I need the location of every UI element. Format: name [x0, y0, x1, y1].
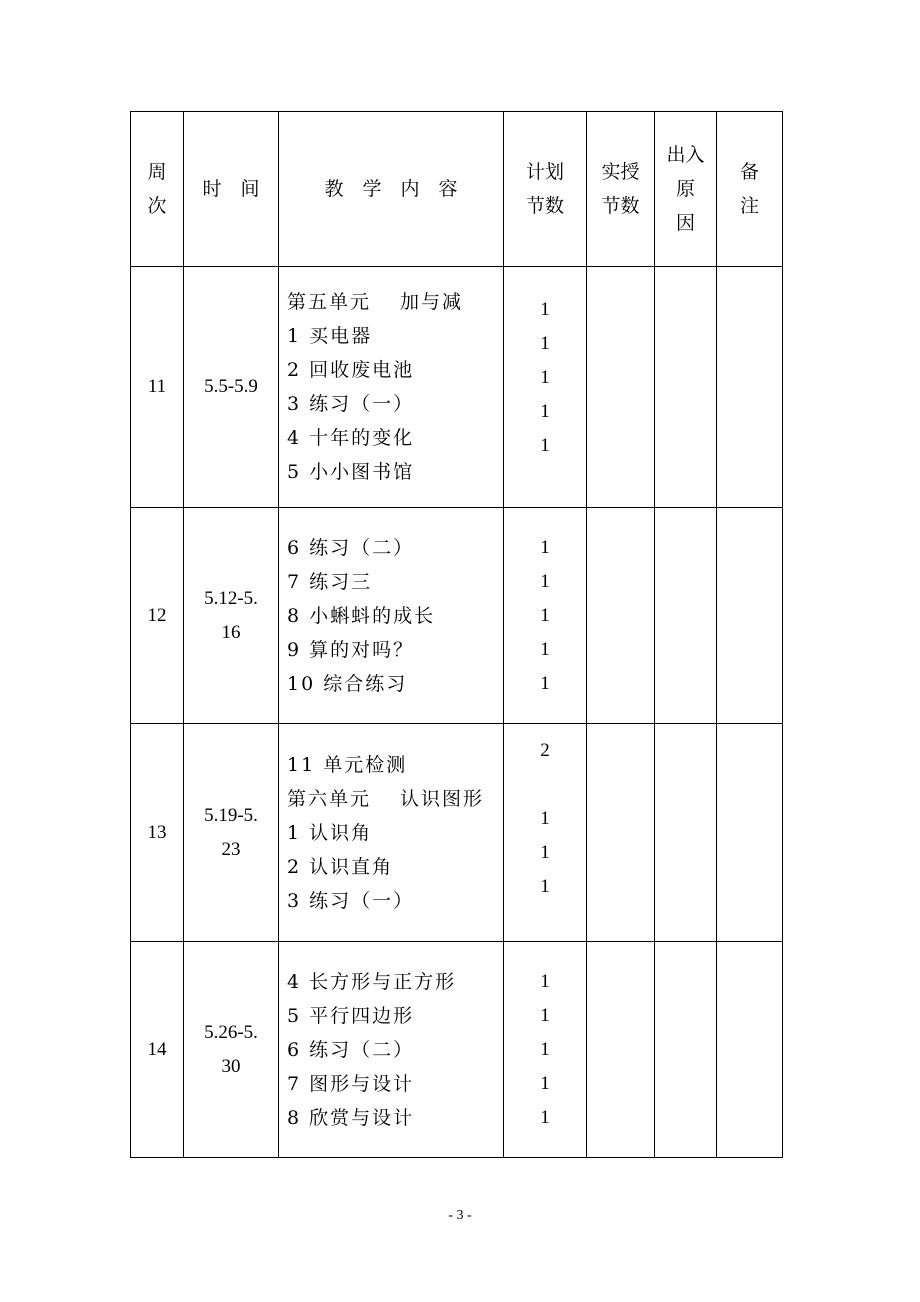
week-cell: 13 [131, 724, 184, 942]
content-line: 4 长方形与正方形 [287, 970, 457, 993]
header-content-label: 教 学 内 容 [324, 178, 458, 200]
content-line: 8 欣赏与设计 [287, 1106, 415, 1129]
reason-cell [655, 508, 717, 724]
content-line: 8 小蝌蚪的成长 [287, 604, 436, 627]
count-line: 1 [540, 672, 550, 694]
header-notes [717, 112, 783, 267]
content-line: 1 认识角 [287, 821, 373, 844]
content-cell [279, 267, 504, 508]
count-line: 1 [540, 570, 550, 592]
header-reason-line: 原 [675, 178, 695, 200]
count-line: 1 [540, 1106, 550, 1128]
content-line: 2 回收废电池 [287, 359, 415, 381]
planned-count-cell [504, 724, 587, 942]
content-line: 5 小小图书馆 [287, 461, 415, 483]
reason-cell [655, 942, 717, 1158]
table-row [131, 942, 783, 1158]
content-line: 3 练习（一） [287, 393, 415, 415]
count-line: 1 [540, 876, 550, 897]
content-line: 第六单元 认识图形 [287, 787, 485, 810]
header-actual-line: 节数 [601, 195, 640, 217]
header-actual [587, 112, 655, 267]
content-cell [279, 508, 504, 724]
content-line: 4 十年的变化 [287, 427, 415, 449]
date-cell [184, 508, 279, 724]
content-cell [279, 942, 504, 1158]
notes-cell [717, 942, 783, 1158]
count-line: 1 [540, 299, 550, 320]
header-time-label: 时 间 [202, 178, 260, 200]
count-line [504, 768, 586, 802]
page-number: - 3 - [448, 1208, 472, 1223]
planned-count-cell [504, 267, 587, 508]
date-cell [184, 267, 279, 508]
planned-count-cell [504, 508, 587, 724]
header-week [131, 112, 184, 267]
planned-count-cell [504, 942, 587, 1158]
count-line: 1 [540, 1072, 550, 1094]
count-line: 1 [540, 1004, 550, 1026]
count-line: 1 [540, 333, 550, 354]
reason-cell [655, 724, 717, 942]
header-week-line: 次 [147, 195, 167, 217]
date-line: 23 [221, 838, 241, 860]
actual-count-cell [587, 508, 655, 724]
content-line: 1 买电器 [287, 325, 373, 347]
date-line: 30 [221, 1055, 241, 1077]
date-line: 5.12-5. [204, 587, 258, 609]
content-line: 11 单元检测 [287, 753, 408, 776]
header-planned-line: 计划 [525, 161, 564, 183]
content-line: 7 练习三 [287, 570, 373, 593]
header-notes-line: 备 [739, 161, 759, 183]
count-line: 1 [540, 367, 550, 388]
actual-count-cell [587, 267, 655, 508]
header-content [279, 112, 504, 267]
header-reason-line: 因 [675, 212, 695, 234]
date-line: 5.5-5.9 [204, 376, 258, 397]
notes-cell [717, 508, 783, 724]
header-notes-line: 注 [739, 195, 759, 217]
notes-cell [717, 724, 783, 942]
count-line: 1 [540, 401, 550, 422]
count-line: 1 [540, 842, 550, 863]
content-line: 2 认识直角 [287, 855, 394, 878]
header-week-line: 周 [147, 161, 167, 183]
date-cell [184, 724, 279, 942]
header-time [184, 112, 279, 267]
week-cell: 14 [131, 942, 184, 1158]
header-reason [655, 112, 717, 267]
content-line: 6 练习（二） [287, 1038, 415, 1061]
content-line: 7 图形与设计 [287, 1072, 415, 1095]
count-line: 1 [540, 435, 550, 456]
header-actual-line: 实授 [601, 161, 640, 183]
table-row [131, 724, 783, 942]
date-cell [184, 942, 279, 1158]
content-line: 3 练习（一） [287, 889, 415, 912]
week-cell: 11 [131, 267, 184, 508]
count-line: 1 [540, 638, 550, 660]
content-line: 第五单元 加与减 [287, 291, 464, 313]
header-reason-line: 出入 [666, 144, 705, 166]
content-cell [279, 724, 504, 942]
table-row [131, 267, 783, 508]
content-line: 6 练习（二） [287, 536, 415, 559]
count-line: 1 [540, 970, 550, 992]
reason-cell [655, 267, 717, 508]
count-line: 1 [540, 604, 550, 626]
table-row [131, 508, 783, 724]
notes-cell [717, 267, 783, 508]
week-cell: 12 [131, 508, 184, 724]
date-line: 5.19-5. [204, 804, 258, 826]
count-line: 1 [540, 1038, 550, 1060]
teaching-schedule-table [130, 111, 783, 1158]
actual-count-cell [587, 942, 655, 1158]
date-line: 5.26-5. [204, 1021, 258, 1043]
actual-count-cell [587, 724, 655, 942]
count-line: 1 [540, 808, 550, 829]
count-line: 2 [540, 740, 550, 761]
header-row [131, 112, 783, 267]
content-line: 9 算的对吗？ [287, 638, 415, 661]
header-planned-line: 节数 [525, 195, 564, 217]
count-line: 1 [540, 536, 550, 558]
content-line: 10 综合练习 [287, 672, 408, 695]
date-line: 16 [221, 621, 241, 643]
content-line: 5 平行四边形 [287, 1004, 415, 1027]
header-planned [504, 112, 587, 267]
